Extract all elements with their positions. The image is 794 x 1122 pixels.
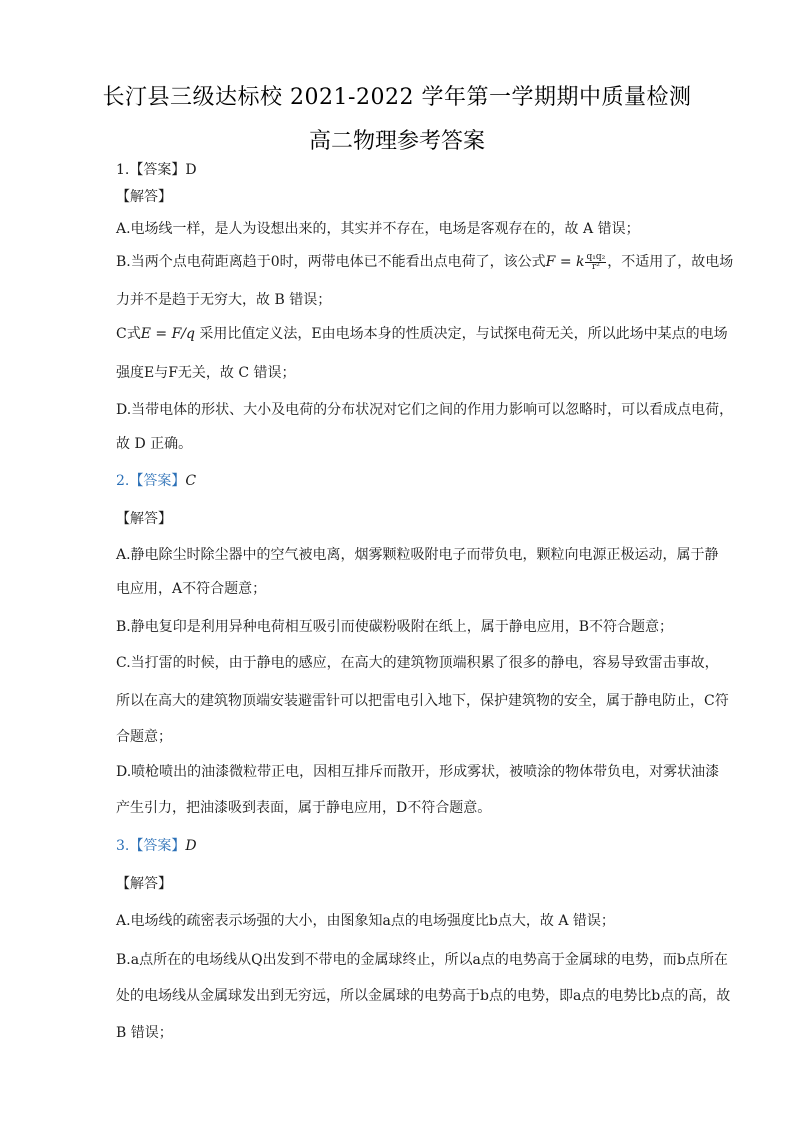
coulomb-formula: F = k bbox=[545, 254, 585, 270]
q2-option-c-line3: 合题意； bbox=[116, 729, 172, 745]
q1-jieda-label: 【解答】 bbox=[116, 189, 172, 205]
doc-subtitle: 高二物理参考答案 bbox=[308, 129, 485, 154]
q2-option-d-line1: D.喷枪喷出的油漆微粒带正电，因相互排斥而散开，形成雾状，被喷涂的物体带负电，对雾状油漆 bbox=[116, 764, 720, 780]
q1-answer: D bbox=[185, 162, 197, 178]
q1-answer-tag: 【答案】 bbox=[129, 162, 186, 178]
q3-jieda-label: 【解答】 bbox=[116, 876, 172, 892]
q2-answer: C bbox=[185, 473, 197, 489]
q2-jieda-label: 【解答】 bbox=[116, 511, 172, 527]
q1-option-c-line1 bbox=[116, 324, 728, 344]
q3-option-b-line2: 处的电场线从金属球发出到无穷远，所以金属球的电势高于b点的电势，即a点的电势比b点的高，故 bbox=[116, 988, 731, 1004]
fraction-numerator: q₁q₂ bbox=[586, 251, 606, 262]
q2-option-c-line2: 所以在高大的建筑物顶端安装避雷针可以把雷电引入地下，保护建筑物的安全，属于静电防止，C符 bbox=[116, 693, 729, 709]
q1-option-d-line2: 故 D 正确。 bbox=[116, 436, 193, 452]
q2-option-c-line1: C.当打雷的时候，由于静电的感应，在高大的建筑物顶端积累了很多的静电，容易导致雷击事故， bbox=[116, 655, 719, 671]
coulomb-fraction bbox=[585, 253, 606, 272]
q1-option-c-line2: 强度E与F无关，故 C 错误； bbox=[116, 365, 296, 381]
q1-b-text-1: B.当两个点电荷距离趋于0时，两带电体已不能看出点电荷了，该公式 bbox=[116, 254, 546, 270]
q3-option-a-line1: A.电场线的疏密表示场强的大小，由图象知a点的电场强度比b点大，故 A 错误； bbox=[116, 913, 615, 929]
q1-option-d-line1: D.当带电体的形状、大小及电荷的分布状况对它们之间的作用力影响可以忽略时，可以看成点电荷， bbox=[116, 402, 734, 418]
q1-option-a: A.电场线一样，是人为设想出来的，其实并不存在，电场是客观存在的，故 A 错误； bbox=[116, 221, 640, 237]
fraction-denominator: r² bbox=[591, 261, 600, 272]
q3-option-b-line1: B.a点所在的电场线从Q出发到不带电的金属球终止，所以a点的电势高于金属球的电势，而b点所在 bbox=[116, 952, 728, 968]
q1-c-text-1: C式 bbox=[116, 326, 141, 342]
q2-answer-line bbox=[116, 471, 196, 491]
q1-c-text-2: 采用比值定义法，E由电场本身的性质决定，与试探电荷无关，所以此场中某点的电场 bbox=[194, 326, 728, 342]
q3-answer-line bbox=[116, 836, 197, 856]
q3-option-b-line3: B 错误； bbox=[116, 1025, 173, 1041]
doc-title: 长汀县三级达标校 2021-2022 学年第一学期期中质量检测 bbox=[102, 85, 692, 110]
q2-option-b-line1: B.静电复印是利用异种电荷相互吸引而使碳粉吸附在纸上，属于静电应用，B不符合题意； bbox=[116, 619, 674, 635]
q2-option-d-line2: 产生引力，把油漆吸到表面，属于静电应用，D不符合题意。 bbox=[116, 800, 492, 816]
q1-answer-line bbox=[116, 160, 197, 180]
q2-option-a-line1: A.静电除尘时除尘器中的空气被电离，烟雾颗粒吸附电子而带负电，颗粒向电源正极运动，属于静 bbox=[116, 547, 719, 563]
q2-number: 2. bbox=[116, 473, 130, 489]
q3-answer-tag: 【答案】 bbox=[129, 838, 186, 854]
q2-answer-tag: 【答案】 bbox=[129, 473, 186, 489]
field-formula: E = F/q bbox=[140, 326, 195, 342]
q3-answer: D bbox=[185, 838, 197, 854]
q3-number: 3. bbox=[116, 838, 130, 854]
q1-b-text-2: ，不适用了，故电场 bbox=[607, 254, 734, 270]
q2-option-a-line2: 电应用，A不符合题意； bbox=[116, 581, 267, 597]
q1-option-b-line1 bbox=[116, 252, 733, 272]
q1-number: 1. bbox=[116, 162, 130, 178]
q1-option-b-line2: 力并不是趋于无穷大，故 B 错误； bbox=[116, 292, 332, 308]
